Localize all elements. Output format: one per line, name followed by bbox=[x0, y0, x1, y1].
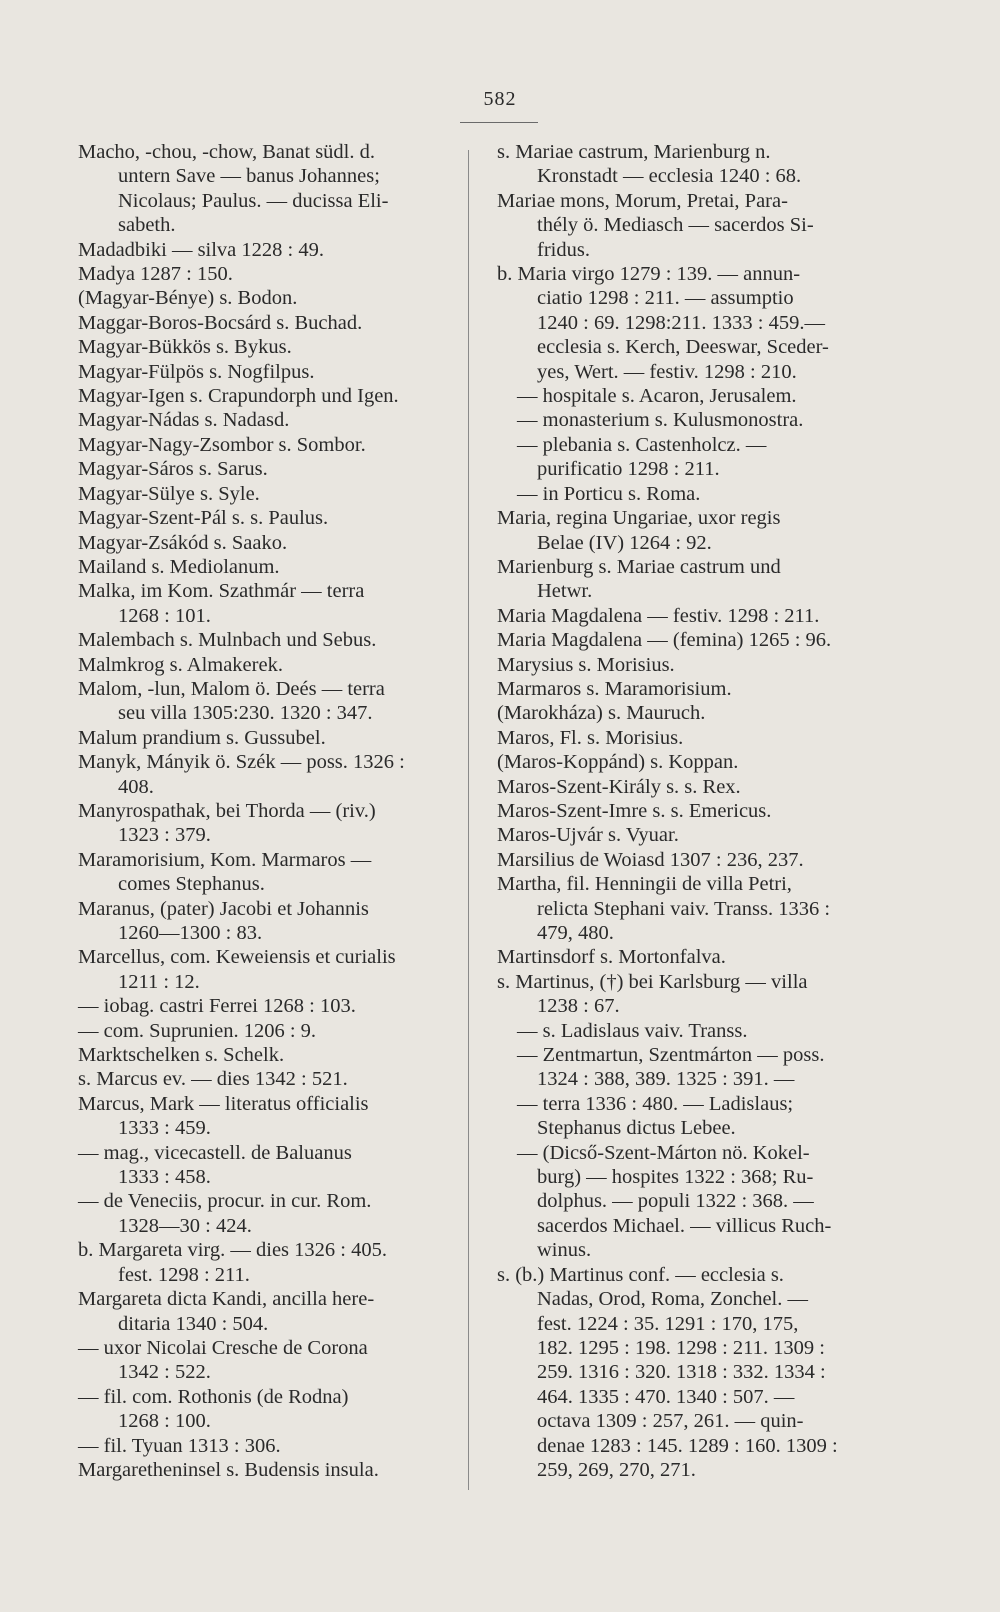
index-entry bbox=[78, 360, 463, 384]
entry-line: Maria Magdalena — festiv. 1298 : 211. bbox=[497, 604, 820, 627]
entry-line: — uxor Nicolai Cresche de Corona bbox=[78, 1336, 368, 1359]
entry-line: Marmaros s. Maramorisium. bbox=[497, 677, 732, 700]
index-entry bbox=[497, 140, 889, 189]
entry-line: Magyar-Fülpös s. Nogfilpus. bbox=[78, 360, 315, 383]
column-divider bbox=[468, 150, 469, 1490]
entry-line: Margaretheninsel s. Budensis insula. bbox=[78, 1458, 379, 1481]
index-entry bbox=[78, 1092, 463, 1141]
index-entry bbox=[78, 1019, 463, 1043]
entry-line: Malom, -lun, Malom ö. Deés — terra bbox=[78, 677, 385, 700]
entry-line: Maria Magdalena — (femina) 1265 : 96. bbox=[497, 629, 832, 652]
entry-line: Magyar-Igen s. Crapundorph und Igen. bbox=[78, 385, 399, 408]
entry-line: dolphus. — populi 1322 : 368. — bbox=[537, 1190, 814, 1213]
index-entry bbox=[78, 457, 463, 481]
entry-line: b. Margareta virg. — dies 1326 : 405. bbox=[78, 1239, 387, 1262]
entry-line: Martinsdorf s. Mortonfalva. bbox=[497, 946, 726, 969]
entry-line: Marcus, Mark — literatus officialis bbox=[78, 1092, 369, 1115]
entry-line: Nadas, Orod, Roma, Zonchel. — bbox=[537, 1288, 808, 1311]
entry-line: Magyar-Sülye s. Syle. bbox=[78, 482, 260, 505]
index-entry bbox=[497, 628, 889, 652]
index-entry bbox=[78, 262, 463, 286]
entry-line: Marysius s. Morisius. bbox=[497, 653, 675, 676]
index-entry bbox=[78, 1238, 463, 1287]
index-entry bbox=[78, 1336, 463, 1385]
entry-line: — iobag. castri Ferrei 1268 : 103. bbox=[78, 995, 356, 1018]
header-rule bbox=[460, 122, 538, 123]
index-entry bbox=[78, 433, 463, 457]
entry-line: — terra 1336 : 480. — Ladislaus; bbox=[517, 1092, 794, 1115]
index-entry bbox=[497, 799, 889, 823]
entry-line: Malmkrog s. Almakerek. bbox=[78, 653, 283, 676]
entry-line: 408. bbox=[118, 775, 154, 798]
entry-line: Martha, fil. Henningii de villa Petri, bbox=[497, 873, 792, 896]
index-entry bbox=[78, 945, 463, 994]
index-entry bbox=[78, 1385, 463, 1434]
index-entry bbox=[78, 531, 463, 555]
index-entry bbox=[497, 872, 889, 945]
entry-line: Maria, regina Ungariae, uxor regis bbox=[497, 507, 781, 530]
entry-line: Magyar-Nádas s. Nadasd. bbox=[78, 409, 290, 432]
entry-line: 259, 269, 270, 271. bbox=[537, 1458, 696, 1481]
index-entry bbox=[78, 286, 463, 310]
index-entry bbox=[78, 1141, 463, 1190]
index-entry bbox=[78, 140, 463, 238]
entry-line: fest. 1224 : 35. 1291 : 170, 175, bbox=[537, 1312, 799, 1335]
entry-line: denae 1283 : 145. 1289 : 160. 1309 : bbox=[537, 1434, 838, 1457]
entry-line: Magyar-Nagy-Zsombor s. Sombor. bbox=[78, 433, 366, 456]
entry-line: Maranus, (pater) Jacobi et Johannis bbox=[78, 897, 369, 920]
entry-line: Stephanus dictus Lebee. bbox=[537, 1117, 736, 1140]
entry-line: — fil. Tyuan 1313 : 306. bbox=[78, 1434, 281, 1457]
entry-line: fridus. bbox=[537, 238, 590, 261]
right-column bbox=[497, 140, 889, 1482]
entry-line: b. Maria virgo 1279 : 139. — annun- bbox=[497, 263, 801, 286]
index-entry bbox=[78, 628, 463, 652]
index-entry bbox=[497, 823, 889, 847]
entry-line: Maros, Fl. s. Morisius. bbox=[497, 726, 684, 749]
entry-line: 1324 : 388, 389. 1325 : 391. — bbox=[537, 1068, 795, 1091]
entry-line: 1342 : 522. bbox=[118, 1361, 211, 1384]
entry-line: thély ö. Mediasch — sacerdos Si- bbox=[537, 214, 814, 237]
entry-line: 464. 1335 : 470. 1340 : 507. — bbox=[537, 1385, 795, 1408]
entry-line: 1328—30 : 424. bbox=[118, 1214, 252, 1237]
index-entry bbox=[78, 311, 463, 335]
entry-line: 1260—1300 : 83. bbox=[118, 922, 263, 944]
entry-line: Magyar-Szent-Pál s. s. Paulus. bbox=[78, 507, 329, 530]
entry-line: — plebania s. Castenholcz. — bbox=[517, 433, 767, 456]
index-entry bbox=[497, 848, 889, 872]
entry-line: — monasterium s. Kulusmonostra. bbox=[517, 409, 804, 432]
index-entry bbox=[78, 1287, 463, 1336]
index-entry bbox=[497, 604, 889, 628]
index-entry bbox=[78, 1043, 463, 1067]
entry-line: s. Marcus ev. — dies 1342 : 521. bbox=[78, 1068, 348, 1091]
entry-line: 259. 1316 : 320. 1318 : 332. 1334 : bbox=[537, 1361, 826, 1384]
index-entry bbox=[497, 750, 889, 774]
entry-line: untern Save — banus Johannes; bbox=[118, 165, 380, 188]
entry-line: relicta Stephani vaiv. Transs. 1336 : bbox=[537, 897, 831, 920]
entry-line: Mailand s. Mediolanum. bbox=[78, 555, 280, 578]
index-entry bbox=[497, 262, 889, 506]
entry-line: Maros-Szent-Király s. s. Rex. bbox=[497, 775, 741, 798]
entry-line: Magyar-Sáros s. Sarus. bbox=[78, 458, 268, 481]
entry-line: Magyar-Bükkös s. Bykus. bbox=[78, 336, 292, 359]
index-entry bbox=[78, 750, 463, 799]
entry-line: Manyk, Mányik ö. Szék — poss. 1326 : bbox=[78, 751, 405, 774]
index-entry bbox=[78, 408, 463, 432]
entry-line: ditaria 1340 : 504. bbox=[118, 1312, 269, 1335]
entry-line: octava 1309 : 257, 261. — quin- bbox=[537, 1410, 804, 1433]
entry-line: — in Porticu s. Roma. bbox=[517, 482, 701, 505]
index-entry bbox=[78, 555, 463, 579]
entry-line: s. (b.) Martinus conf. — ecclesia s. bbox=[497, 1263, 784, 1286]
entry-line: Maros-Ujvár s. Vyuar. bbox=[497, 824, 679, 847]
index-entry bbox=[78, 579, 463, 628]
entry-line: s. Martinus, (†) bei Karlsburg — villa bbox=[497, 970, 808, 993]
entry-line: Malum prandium s. Gussubel. bbox=[78, 726, 326, 749]
entry-line: ecclesia s. Kerch, Deeswar, Sceder- bbox=[537, 336, 829, 359]
entry-line: 1238 : 67. bbox=[537, 995, 620, 1018]
index-entry bbox=[78, 848, 463, 897]
entry-line: 1211 : 12. bbox=[118, 970, 200, 993]
index-entry bbox=[78, 1189, 463, 1238]
entry-line: (Marokháza) s. Mauruch. bbox=[497, 702, 706, 725]
entry-line: Kronstadt — ecclesia 1240 : 68. bbox=[537, 165, 802, 188]
entry-line: purificatio 1298 : 211. bbox=[537, 458, 720, 481]
index-entry bbox=[78, 384, 463, 408]
entry-line: Belae (IV) 1264 : 92. bbox=[537, 531, 712, 554]
entry-line: Mariae mons, Morum, Pretai, Para- bbox=[497, 189, 788, 212]
entry-line: Maramorisium, Kom. Marmaros — bbox=[78, 848, 372, 871]
entry-line: winus. bbox=[537, 1239, 592, 1262]
index-entry bbox=[497, 945, 889, 969]
entry-line: yes, Wert. — festiv. 1298 : 210. bbox=[537, 360, 797, 383]
index-entry bbox=[78, 994, 463, 1018]
left-column bbox=[78, 140, 463, 1482]
entry-line: Nicolaus; Paulus. — ducissa Eli- bbox=[118, 189, 389, 212]
entry-line: — s. Ladislaus vaiv. Transs. bbox=[517, 1019, 748, 1042]
entry-line: 1333 : 458. bbox=[118, 1166, 211, 1189]
entry-line: sacerdos Michael. — villicus Ruch- bbox=[537, 1214, 832, 1237]
index-entry bbox=[78, 653, 463, 677]
index-entry bbox=[78, 335, 463, 359]
entry-line: Hetwr. bbox=[537, 580, 593, 603]
index-entry bbox=[78, 1458, 463, 1482]
index-entry bbox=[497, 970, 889, 1263]
entry-line: 1268 : 100. bbox=[118, 1410, 211, 1433]
entry-line: — com. Suprunien. 1206 : 9. bbox=[78, 1019, 317, 1042]
entry-line: Malembach s. Mulnbach und Sebus. bbox=[78, 629, 377, 652]
index-entry bbox=[78, 1434, 463, 1458]
entry-line: — mag., vicecastell. de Baluanus bbox=[78, 1141, 352, 1164]
entry-line: Marcellus, com. Keweiensis et curialis bbox=[78, 946, 396, 969]
entry-line: 479, 480. bbox=[537, 922, 614, 944]
entry-line: — fil. com. Rothonis (de Rodna) bbox=[78, 1385, 349, 1408]
entry-line: — de Veneciis, procur. in cur. Rom. bbox=[78, 1190, 372, 1213]
index-entry bbox=[78, 238, 463, 262]
entry-line: Magyar-Zsákód s. Saako. bbox=[78, 531, 288, 554]
entry-line: 1333 : 459. bbox=[118, 1117, 211, 1140]
entry-line: Malka, im Kom. Szathmár — terra bbox=[78, 580, 365, 603]
entry-line: — (Dicső-Szent-Márton nö. Kokel- bbox=[517, 1141, 810, 1164]
entry-line: Macho, -chou, -chow, Banat südl. d. bbox=[78, 141, 375, 163]
entry-line: seu villa 1305:230. 1320 : 347. bbox=[118, 702, 373, 725]
entry-line: comes Stephanus. bbox=[118, 873, 265, 896]
index-entry bbox=[78, 799, 463, 848]
entry-line: Maros-Szent-Imre s. s. Emericus. bbox=[497, 799, 772, 822]
entry-line: — Zentmartun, Szentmárton — poss. bbox=[517, 1044, 825, 1067]
entry-line: Marktschelken s. Schelk. bbox=[78, 1044, 285, 1067]
index-entry bbox=[497, 653, 889, 677]
entry-line: s. Mariae castrum, Marienburg n. bbox=[497, 141, 771, 163]
index-entry bbox=[497, 1263, 889, 1483]
index-entry bbox=[497, 677, 889, 701]
index-entry bbox=[78, 897, 463, 946]
index-entry bbox=[78, 482, 463, 506]
page-number: 582 bbox=[483, 88, 517, 110]
index-entry bbox=[78, 506, 463, 530]
entry-line: (Maros-Koppánd) s. Koppan. bbox=[497, 751, 739, 774]
index-entry bbox=[497, 701, 889, 725]
index-entry bbox=[78, 677, 463, 726]
entry-line: 1268 : 101. bbox=[118, 604, 211, 627]
entry-line: Marsilius de Woiasd 1307 : 236, 237. bbox=[497, 848, 804, 871]
index-entry bbox=[497, 726, 889, 750]
entry-line: Madadbiki — silva 1228 : 49. bbox=[78, 238, 324, 261]
entry-line: sabeth. bbox=[118, 214, 176, 237]
index-entry bbox=[497, 555, 889, 604]
index-entry bbox=[78, 726, 463, 750]
index-entry bbox=[497, 189, 889, 262]
entry-line: 1240 : 69. 1298:211. 1333 : 459.— bbox=[537, 311, 825, 334]
entry-line: burg) — hospites 1322 : 368; Ru- bbox=[537, 1166, 814, 1189]
entry-line: Maggar-Boros-Bocsárd s. Buchad. bbox=[78, 311, 363, 334]
entry-line: — hospitale s. Acaron, Jerusalem. bbox=[517, 385, 797, 408]
entry-line: ciatio 1298 : 211. — assumptio bbox=[537, 287, 794, 310]
index-entry bbox=[497, 506, 889, 555]
index-entry bbox=[497, 775, 889, 799]
entry-line: Marienburg s. Mariae castrum und bbox=[497, 555, 781, 578]
entry-line: Manyrospathak, bei Thorda — (riv.) bbox=[78, 799, 376, 822]
entry-line: 182. 1295 : 198. 1298 : 211. 1309 : bbox=[537, 1336, 825, 1359]
index-entry bbox=[78, 1067, 463, 1091]
entry-line: Margareta dicta Kandi, ancilla here- bbox=[78, 1288, 375, 1311]
entry-line: Madya 1287 : 150. bbox=[78, 263, 233, 286]
entry-line: fest. 1298 : 211. bbox=[118, 1263, 250, 1286]
entry-line: 1323 : 379. bbox=[118, 824, 211, 847]
entry-line: (Magyar-Bénye) s. Bodon. bbox=[78, 287, 298, 310]
